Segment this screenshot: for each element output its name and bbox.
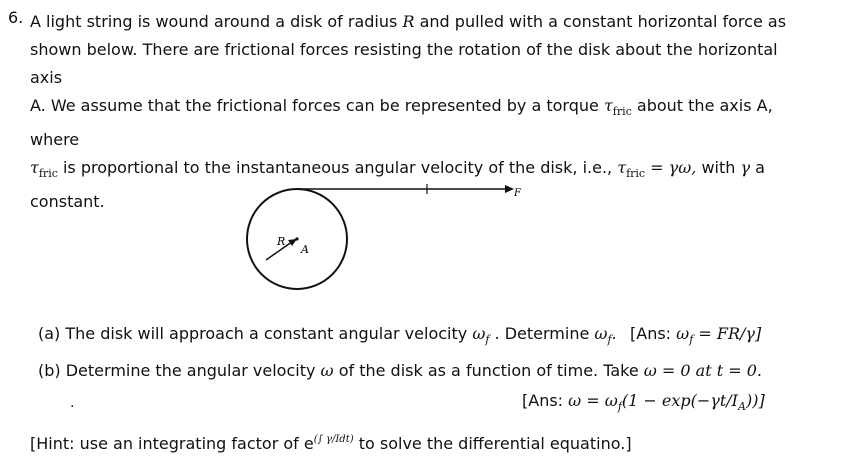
part-b-label: (b): [38, 361, 61, 380]
part-a-answer: [Ans: $\omega_f = FR/\gamma$]: [630, 324, 762, 346]
axis-point: [295, 237, 298, 240]
statement-line-2: shown below. There are frictional forces resisting the rotation of the disk about the horizontal axis: [30, 40, 778, 87]
force-label: F: [514, 188, 521, 199]
force-arrowhead: [505, 185, 514, 193]
statement-line-4: $\tau_{fric}$ is proportional to the instantaneous angular velocity of the disk, i.e., $\tau_{fric} = \gamma\omega$, with γ a: [30, 158, 765, 180]
axis-label: A: [301, 243, 309, 256]
problem-number: 6.: [8, 8, 24, 27]
part-a-label: (a): [38, 324, 61, 343]
part-a: (a) The disk will approach a constant angular velocity $\omega_f$ . Determine $\omega_f$.: [38, 324, 617, 346]
radius-label: R: [277, 235, 286, 248]
radius-arrowhead: [288, 239, 297, 246]
hint: [Hint: use an integrating factor of $e^{(\int \gamma/Idt)}$ to solve the differential equatino.]: [30, 434, 632, 453]
part-b-answer: [Ans: $\omega = \omega_f(1 - \exp(-\gamma t/I_A))$]: [522, 391, 765, 413]
part-b: (b) Determine the angular velocity ω of the disk as a function of time. Take ω = 0 at t = 0.: [38, 361, 762, 380]
stray-dot: .: [70, 395, 75, 411]
statement-line-1: A light string is wound around a disk of radius R and pulled with a constant horizontal force as: [30, 12, 787, 31]
statement-line-3: A. We assume that the frictional forces can be represented by a torque $\tau_{fric}$ about the axis A, where: [30, 96, 773, 149]
statement-line-5: constant.: [30, 192, 105, 211]
